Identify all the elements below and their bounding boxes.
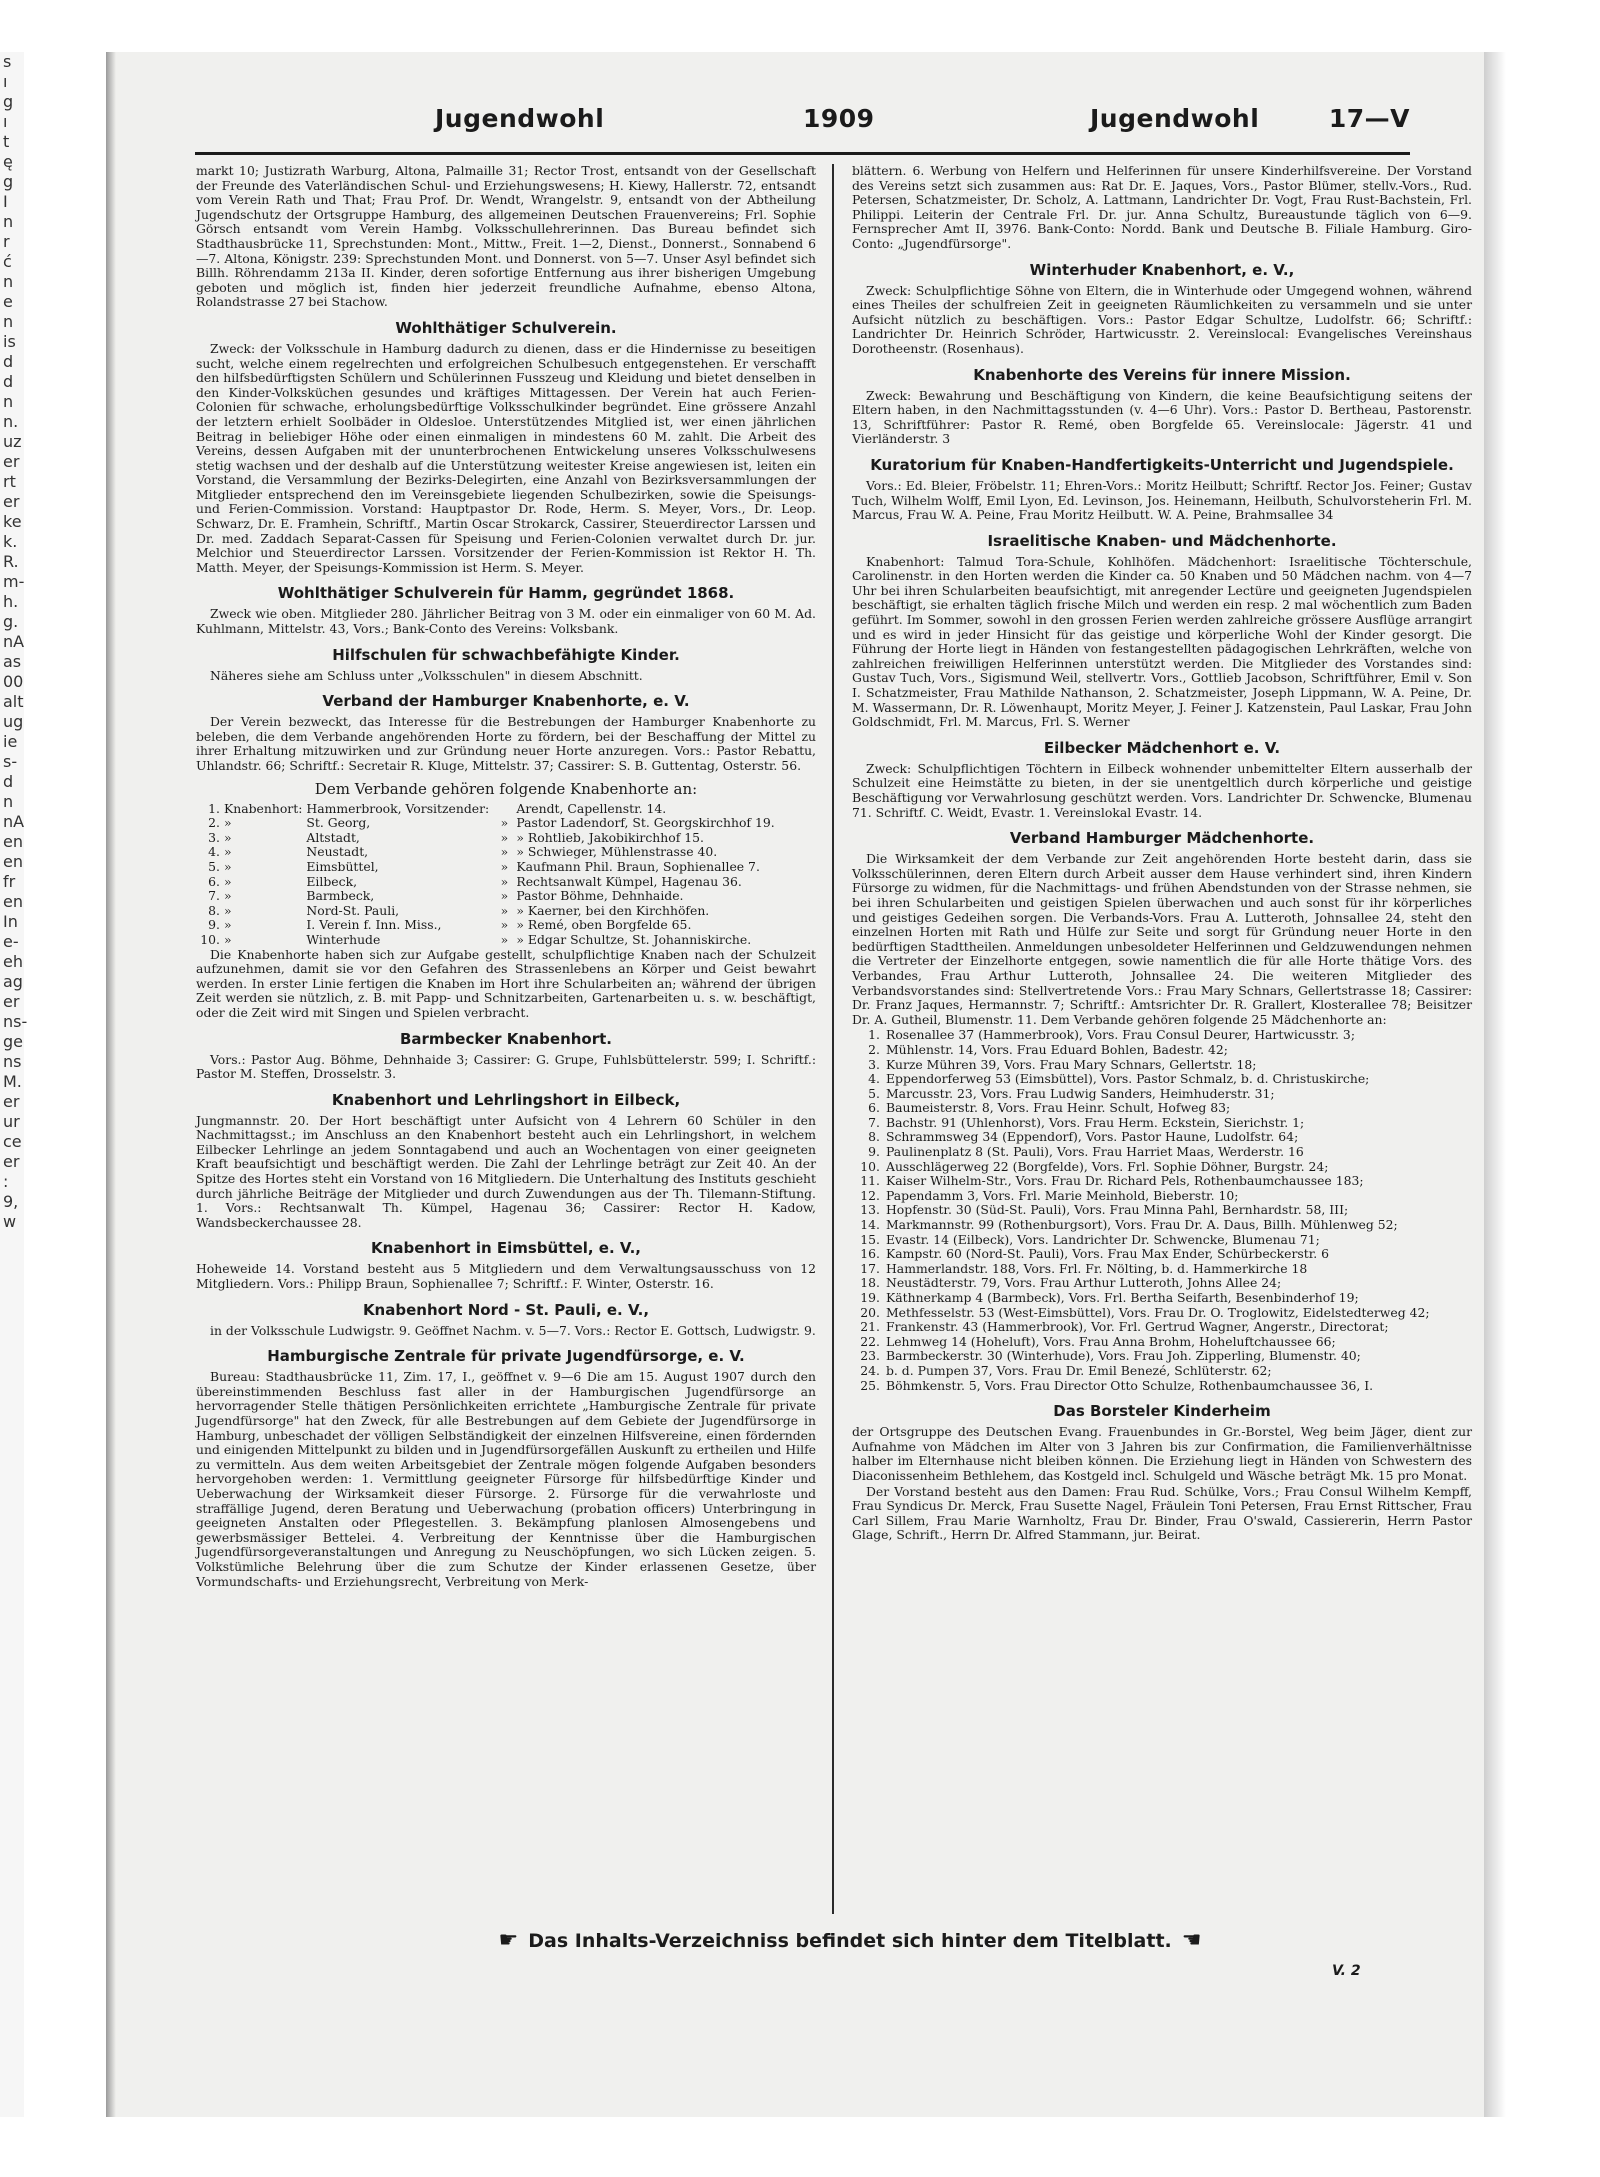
knabenhort-cell-k: »: [224, 931, 232, 947]
maedchenhort-text: Hammerlandstr. 188, Vors. Frl. Fr. Nölting, b. d. Hammerkirche 18: [886, 1260, 1308, 1276]
maedchenhort-number: 22.: [860, 1333, 880, 1349]
maedchenhort-text: Mühlenstr. 14, Vors. Frau Eduard Bohlen, Badestr. 42;: [886, 1041, 1228, 1057]
prev-page-fragment: ce: [3, 1132, 22, 1151]
section-title-barmbecker-knabenhort: Barmbecker Knabenhort.: [399, 1029, 612, 1048]
prev-page-fragment: m-: [3, 572, 25, 591]
prev-page-fragment: : 9,: [3, 1172, 19, 1211]
prev-page-fragment: d: [3, 772, 14, 791]
knabenhort-row: [196, 875, 816, 890]
maedchenhort-item: [852, 1233, 1472, 1248]
maedchenhort-item: [852, 1364, 1472, 1379]
maedchenhort-text: Barmbeckerstr. 30 (Winterhude), Vors. Frau Joh. Zipperling, Blumenstr. 40;: [886, 1348, 1361, 1364]
prev-page-fragment: ug: [3, 712, 24, 731]
prev-page-fragment: ie: [3, 732, 18, 751]
prev-page-fragment: nA: [3, 632, 25, 651]
section-text-barmbecker-knabenhort: Vors.: Pastor Aug. Böhme, Dehnhaide 3; Cassirer: G. Grupe, Fuhlsbüttelerstr. 599; I. Schriftf.: Pastor M. Steffen, Drosselstr. 3.: [196, 1051, 816, 1082]
knabenhort-cell-n: 9.: [208, 917, 220, 933]
section-title-schulverein-hamm: Wohlthätiger Schulverein für Hamm, gegründet 1868.: [277, 584, 735, 603]
prev-page-fragment: In: [3, 912, 18, 931]
prev-page-fragment: s: [3, 52, 12, 71]
prev-page-fragment: ag: [3, 972, 23, 991]
pointing-hand-left-icon: ☚: [1181, 1928, 1202, 1953]
maedchenhort-number: 4.: [868, 1071, 880, 1087]
section-text-knabenhort-eilbeck: Jungmannstr. 20. Der Hort beschäftigt unter Aufsicht von 4 Lehrern 60 Schüler in den Nachmittagsst.; im Anschluss an den Knabenhort besteht auch ein Lehrlingshort, in welchem Eilbecker Lehrlinge an jedem Sonntagabend und auch an Wochentagen von einer geeigneten Kraft beaufsichtigt und beschäftigt werden. Die Zahl der Lehrlinge beträgt zur Zeit 40. An der Spitze des Hortes steht ein Vorstand von 16 Mitgliedern. Die Unterhaltung des Instituts geschieht durch jährliche Beiträge der Mitglieder und durch Zuwendungen aus der Th. Tilemann-Stiftung. 1. Vors.: Rechtsanwalt Th. Kümpel, Hagenau 36; Cassirer: Rector H. Kadow, Wandsbeckerchaussee 28.: [196, 1112, 816, 1230]
knabenhort-cell-n: 2.: [208, 815, 220, 831]
maedchenhort-number: 21.: [860, 1319, 880, 1335]
maedchenhort-item: [852, 1218, 1472, 1233]
maedchenhorte-list: [852, 1028, 1472, 1393]
knabenhort-row: [196, 860, 816, 875]
prev-page-fragment: er: [3, 452, 20, 471]
knabenhort-cell-n: 5.: [208, 858, 220, 874]
prev-page-fragment: n: [3, 272, 14, 291]
prev-page-fragment: g.: [3, 612, 19, 631]
prev-page-fragment: ę: [3, 152, 13, 171]
header-title-right: Jugendwohl: [1090, 104, 1260, 133]
section-title-innere-mission: Knabenhorte des Vereins für innere Mission.: [973, 365, 1351, 384]
maedchenhort-item: [852, 1379, 1472, 1394]
knabenhort-cell-n: 1.: [208, 800, 220, 816]
knabenhort-cell-n: 3.: [208, 829, 220, 845]
knabenhort-cell-v: Kaufmann Phil. Braun, Sophienallee 7.: [516, 858, 760, 874]
running-header: [195, 104, 1410, 148]
maedchenhort-number: 16.: [860, 1246, 880, 1262]
maedchenhort-item: [852, 1160, 1472, 1175]
maedchenhort-item: [852, 1087, 1472, 1102]
footer-banner: [455, 1928, 1245, 1953]
prev-page-fragment: fr: [3, 872, 16, 891]
knabenhort-cell-q: [494, 802, 514, 817]
maedchenhort-number: 5.: [868, 1085, 880, 1101]
prev-page-fragment: alt: [3, 692, 24, 711]
knabenhort-cell-a: Winterhude: [306, 931, 381, 947]
prev-page-fragment: ns-: [3, 1012, 28, 1031]
section-title-verband-knabenhorte: Verband der Hamburger Knabenhorte, e. V.: [322, 692, 690, 711]
section-title-knabenhort-st-pauli: Knabenhort Nord - St. Pauli, e. V.,: [362, 1300, 650, 1319]
prev-page-fragment: g: [3, 92, 14, 111]
prev-page-fragment: er: [3, 492, 20, 511]
section-text-schulverein-hamm: Zweck wie oben. Mitglieder 280. Jährlicher Beitrag von 3 M. oder ein einmaliger von 60 M. Ad. Kuhlmann, Mittelstr. 43, Vors.; Bank-Conto des Vereins: Volksbank.: [196, 606, 816, 637]
prev-page-fragment: er: [3, 992, 20, 1011]
knabenhort-cell-a: Barmbeck,: [306, 888, 375, 904]
knabenhort-cell-n: 7.: [208, 888, 220, 904]
right-column: [852, 164, 1472, 1544]
prev-page-fragment: w: [3, 1212, 17, 1231]
maedchenhort-text: Papendamm 3, Vors. Frl. Marie Meinhold, Bieberstr. 10;: [886, 1187, 1239, 1203]
prev-page-fragment: e: [3, 292, 13, 311]
maedchenhort-number: 11.: [860, 1173, 880, 1189]
section-text-borsteler-vorstand: Der Vorstand besteht aus den Damen: Frau Rud. Schülke, Vors.; Frau Consul Wilhelm Kempff, Frau Syndicus Dr. Merck, Frau Susette Nagel, Fräulein Toni Petersen, Frau Ernst Rittscher, Frau Carl Sillem, Frau Marie Warnholtz, Frau Dr. Binder, Frau O'swald, Cassiererin, Herrn Pastor Glage, Schrift., Herrn Dr. Alfred Stammann, jur. Beirat.: [852, 1483, 1472, 1543]
header-year: 1909: [803, 104, 875, 133]
maedchenhort-text: Eppendorferweg 53 (Eimsbüttel), Vors. Pastor Schmalz, b. d. Christuskirche;: [886, 1071, 1370, 1087]
section-text-verband-maedchenhorte: Die Wirksamkeit der dem Verbande zur Zeit angehörenden Horte besteht darin, dass sie Volksschülerinnen, deren Eltern durch Arbeit ausser dem Hause verhindert sind, ihren Kindern Fürsorge zu widmen, für die Nachmittags- und frühen Abendstunden von der Strasse nehmen, sie bei ihren Schularbeiten und geistigen Spielen überwachen und auch sonst für ihr körperliches und geistiges Gedeihen sorgen. Die Verbands-Vors. Frau A. Lutteroth, Johnsallee 24, steht den einzelnen Horten mit Rath und Hülfe zur Seite und sorgt für Gründung neuer Horte in den bedürftigen Stadttheilen. Anmeldungen unbesoldeter Helferinnen und Geldzuwendungen nehmen die Vertreter der Einzelhorte entgegen, sowie namentlich die für alle Horte thätige Vors. des Verbandes, Frau Arthur Lutteroth, Johnsallee 24. Die weiteren Mitglieder des Verbandsvorstandes sind: Stellvertretende Vors.: Frau Mary Schnars, Gellertstrasse 18; Cassirer: Dr. Franz Jaques, Hermannstr. 7; Schriftf.: Amtsrichter Dr. R. Grallert, Klosterallee 78; Beisitzer Dr. A. Gutheil, Blumenstr. 11. Dem Verbande gehören folgende 25 Mädchenhorte an:: [852, 851, 1472, 1027]
prev-page-fragment: d: [3, 372, 14, 391]
knabenhort-cell-q: »: [500, 829, 509, 845]
prev-page-fragment: is: [3, 332, 16, 351]
section-text-innere-mission: Zweck: Bewahrung und Beschäftigung von Kindern, die keine Beaufsichtigung seitens der Eltern haben, in den Nachmittagsstunden (v. 4—6 Uhr). Vors.: Pastor D. Bertheau, Pastorenstr. 13, Schriftführer: Pastor R. Remé, oben Borgfelde 65. Vereinslocale: Jägerstr. 41 und Vierländerstr. 3: [852, 387, 1472, 447]
knabenhort-cell-v: » Edgar Schultze, St. Johanniskirche.: [516, 931, 752, 947]
maedchenhort-number: 18.: [860, 1275, 880, 1291]
knabenhort-row: [196, 802, 816, 817]
prev-page-fragment: R.: [3, 552, 19, 571]
footer-banner-text: Das Inhalts-Verzeichniss befindet sich hinter dem Titelblatt.: [528, 1930, 1172, 1952]
section-text-knabenhort-eimsbuettel: Hoheweide 14. Vorstand besteht aus 5 Mitgliedern und dem Verwaltungsausschuss von 12 Mitgliedern. Vors.: Philipp Braun, Sophienallee 7; Schriftf.: F. Winter, Osterstr. 16.: [196, 1261, 816, 1292]
prev-page-fragment: g: [3, 172, 14, 191]
maedchenhort-number: 7.: [868, 1114, 880, 1130]
knabenhort-cell-a: Eilbeck,: [306, 873, 358, 889]
maedchenhort-text: Kaiser Wilhelm-Str., Vors. Frau Dr. Richard Pels, Rothenbaumchaussee 183;: [886, 1173, 1364, 1189]
knabenhort-cell-q: »: [500, 858, 509, 874]
maedchenhort-number: 19.: [860, 1290, 880, 1305]
right-intro-paragraph: blättern. 6. Werbung von Helfern und Helferinnen für unsere Kinderhilfsvereine. Der Vorstand des Vereins setzt sich zusammen aus: Rat Dr. E. Jaques, Vors., Pastor Blümer, stellv.-Vors., Rud. Petersen, Schatzmeister, Dr. Scholz, A. Lattmann, Landrichter Dr. Vogt, Frau Rust-Bachstein, Frl. Philippi. Leiterin der Centrale Frl. Dr. jur. Anna Schultz, Bureaustunde täglich von 6—9. Fernsprecher Amt II, 3976. Bank-Conto: Nordd. Bank und Deutsche B. Filiale Hamburg. Giro-Conto: „Jugendfürsorge".: [852, 163, 1472, 251]
previous-page-edge: [0, 52, 28, 2117]
prev-page-fragment: k.: [3, 532, 18, 551]
knabenhort-cell-v: Pastor Böhme, Dehnhaide.: [516, 888, 684, 904]
prev-page-fragment: n.: [3, 412, 19, 431]
maedchenhort-number: 24.: [860, 1362, 880, 1378]
prev-page-fragment: er: [3, 1152, 20, 1171]
knabenhort-row: [196, 933, 816, 948]
section-title-eilbecker-maedchenhort: Eilbecker Mädchenhort e. V.: [1043, 738, 1281, 757]
maedchenhort-number: 10.: [860, 1158, 880, 1174]
maedchenhort-item: [852, 1262, 1472, 1277]
knabenhort-cell-q: »: [500, 888, 509, 904]
prev-page-fragment: ur: [3, 1112, 20, 1131]
maedchenhort-number: 3.: [868, 1056, 880, 1072]
knabenhort-cell-k: Knabenhort:: [224, 800, 303, 816]
maedchenhort-item: [852, 1320, 1472, 1335]
maedchenhort-item: [852, 1203, 1472, 1218]
maedchenhort-item: [852, 1043, 1472, 1058]
knabenhort-cell-n: 8.: [208, 902, 220, 918]
knabenhort-cell-v: » Remé, oben Borgfelde 65.: [516, 917, 692, 933]
knabenhort-cell-a: Hammerbrook, Vorsitzender:: [306, 800, 490, 816]
knabenhort-cell-k: »: [224, 902, 232, 918]
maedchenhort-text: Hopfenstr. 30 (Süd-St. Pauli), Vors. Frau Minna Pahl, Bernhardstr. 58, III;: [886, 1202, 1349, 1218]
maedchenhort-number: 2.: [868, 1041, 880, 1057]
section-text-israelitische-horte: Knabenhort: Talmud Tora-Schule, Kohlhöfen. Mädchenhort: Israelitische Töchterschule, Carolinenstr. in den Horten werden die Kinder ca. 50 Knaben und 50 Mädchen nachm. von 4—7 Uhr bei ihren Schularbeiten beaufsichtigt, mit anregender Lectüre und geeigneten Jugendspielen beschäftigt, sie erhalten täglich frische Milch und werden ein resp. 2 mal wöchentlich zum Baden geführt. Im Sommer, sowohl in den grossen Ferien werden zahlreiche grössere Ausflüge arrangirt und es wird in jeder Hinsicht für das geistige und körperliche Wohl der Kinder gesorgt. Die Führung der Horte liegt in Händen von festangestellten pädagogischen Lehrkräften, welche von zahlreichen freiwilligen Helferinnen unterstützt werden. Die Mitglieder des Vorstandes sind: Gustav Tuch, Vors., Sigismund Weil, stellvertr. Vors., Gottlieb Jacobson, Schriftführer, Emil v. Son I. Schatzmeister, Frau Mathilde Nathanson, 2. Schatzmeister, Joseph Lippmann, W. A. Peine, Dr. M. Wassermann, Dr. R. Löwenhaupt, Moritz Meyer, J. Feiner J. Katzenstein, Paul Laskar, Frau John Goldschmidt, Frl. M. Marcus, Frl. S. Werner: [852, 553, 1472, 730]
knabenhort-row: [196, 918, 816, 933]
knabenhort-cell-q: »: [500, 815, 509, 831]
section-title-zentrale-jugendfuersorge: Hamburgische Zentrale für private Jugendfürsorge, e. V.: [267, 1347, 745, 1366]
pointing-hand-right-icon: ☛: [498, 1928, 519, 1953]
maedchenhort-text: Markmannstr. 99 (Rothenburgsort), Vors. Frau Dr. A. Daus, Billh. Mühlenweg 52;: [886, 1217, 1398, 1233]
prev-page-fragment: ns: [3, 1052, 22, 1071]
maedchenhort-number: 1.: [868, 1027, 880, 1043]
maedchenhort-item: [852, 1335, 1472, 1350]
prev-page-fragment: e-: [3, 932, 19, 951]
prev-page-fragment: n: [3, 312, 14, 331]
knabenhort-cell-k: »: [224, 844, 232, 860]
prev-page-fragment: h.: [3, 592, 19, 611]
knabenhort-cell-k: »: [224, 829, 232, 845]
knabenhort-row: [196, 831, 816, 846]
maedchenhort-number: 23.: [860, 1348, 880, 1364]
maedchenhort-item: [852, 1189, 1472, 1204]
section-title-hilfschulen: Hilfschulen für schwachbefähigte Kinder.: [332, 645, 680, 664]
knabenhort-cell-n: 6.: [208, 873, 220, 889]
prev-page-fragment: ı: [3, 72, 8, 91]
knabenhort-row: [196, 816, 816, 831]
maedchenhort-item: [852, 1174, 1472, 1189]
maedchenhort-text: Kampstr. 60 (Nord-St. Pauli), Vors. Frau Max Ender, Schürbeckerstr. 6: [886, 1246, 1330, 1262]
maedchenhort-item: [852, 1306, 1472, 1321]
knabenhort-cell-q: »: [500, 902, 509, 918]
section-text-zentrale-jugendfuersorge: Bureau: Stadthausbrücke 11, Zim. 17, I., geöffnet v. 9—6 Die am 15. August 1907 durch den übereinstimmenden Beschluss fast aller in der Hamburgischen Jugendfürsorge an hervorragender Stelle thätigen Persönlichkeiten errichtete „Hamburgische Zentrale für private Jugendfürsorge" hat den Zweck, für alle Bestrebungen auf dem Gebiete der Jugendfürsorge in Hamburg, unbeschadet der völligen Selbständigkeit der einzelnen Hilfsvereine, einen fördernden und einigenden Mittelpunkt zu bilden und in Jugendfürsorgefällen Auskunft zu ertheilen und Hilfe zu vermitteln. Aus dem weiten Arbeitsgebiet der Zentrale mögen folgende Aufgaben besonders hervorgehoben werden: 1. Vermittlung geeigneter Fürsorge für hilfsbedürftige Kinder und Ueberwachung der Wirksamkeit dieser Fürsorge. 2. Fürsorge für die verwahrloste und straffällige Jugend, deren Beratung und Ueberwachung (probation officers) Unterbringung in geeigneten Anstalten oder Pflegestellen. 3. Bekämpfung planlosen Almosengebens und gewerbsmässiger Bettelei. 4. Verbreitung der Kenntnisse über die Hamburgischen Jugendfürsorgeveranstaltungen und Anregung zu Neuschöpfungen, wo sich Lücken zeigen. 5. Volkstümliche Belehrung über die zum Schutze der Kinder erlassenen Gesetze, über Vormundschafts- und Erziehungsrecht, Verbreitung von Merk-: [196, 1369, 816, 1589]
maedchenhort-text: Bachstr. 91 (Uhlenhorst), Vors. Frau Herm. Eckstein, Sierichstr. 1;: [886, 1114, 1305, 1130]
prev-page-fragment: t: [3, 132, 10, 151]
knabenhort-row: [196, 845, 816, 860]
prev-page-fragment: ı: [3, 112, 8, 131]
left-intro-paragraph: markt 10; Justizrath Warburg, Altona, Palmaille 31; Rector Trost, entsandt von der Gesellschaft der Freunde des Vaterländischen Schul- und Erziehungswesens; H. Kiewy, Hallerstr. 72, entsandt vom Verein Rath und That; Frau Prof. Dr. Wendt, Wrangelstr. 9, entsandt von der Abtheilung Jugendschutz der Ortsgruppe Hamburg, des allgemeinen Deutschen Frauenvereins; Frl. Sophie Görsch entsandt vom Verein Hambg. Volksschullehrerinnen. Das Bureau befindet sich Stadthausbrücke 11, Sprechstunden: Mont., Mittw., Freit. 1—2, Dienst., Donnerst., Sonnabend 6—7. Altona, Königstr. 239: Sprechstunden Mont. und Donnerst. von 5—7. Unser Asyl befindet sich Billh. Röhrendamm 213a II. Kinder, deren sofortige Entfernung aus ihrer bisherigen Umgebung geboten und möglich ist, finden hier jederzeit freundliche Aufnahme, ebenso Altona, Rolandstrasse 27 bei Stachow.: [196, 163, 816, 310]
prev-page-fragment: n: [3, 392, 14, 411]
knabenhort-cell-a: Eimsbüttel,: [306, 858, 379, 874]
prev-page-fragment: er: [3, 1092, 20, 1111]
knabenhort-cell-k: »: [224, 858, 232, 874]
maedchenhort-number: 8.: [868, 1129, 880, 1145]
maedchenhort-text: Neustädterstr. 79, Vors. Frau Arthur Lutteroth, Johns Allee 24;: [886, 1275, 1282, 1291]
knabenhort-cell-a: Nord-St. Pauli,: [306, 902, 400, 918]
maedchenhort-number: 14.: [860, 1217, 880, 1233]
section-title-wohlthaetiger-schulverein: Wohlthätiger Schulverein.: [395, 318, 617, 337]
prev-page-fragment: en: [3, 892, 23, 911]
prev-page-fragment: I: [3, 192, 8, 211]
section-title-kuratorium-handfertigkeit: Kuratorium für Knaben-Handfertigkeits-Unterricht und Jugendspiele.: [870, 455, 1454, 474]
knabenhort-cell-a: St. Georg,: [306, 815, 371, 831]
maedchenhort-text: Böhmkenstr. 5, Vors. Frau Director Otto Schulze, Rothenbaumchaussee 36, I.: [886, 1377, 1374, 1393]
knabenhort-cell-n: 10.: [200, 931, 220, 947]
prev-page-fragment: en: [3, 832, 23, 851]
prev-page-fragment: as: [3, 652, 22, 671]
prev-page-fragment: n: [3, 792, 14, 811]
knabenhort-cell-v: Arendt, Capellenstr. 14.: [516, 800, 667, 816]
maedchenhort-item: [852, 1291, 1472, 1306]
knabenhort-cell-a: Neustadt,: [306, 844, 369, 860]
prev-page-fragment: s-: [3, 752, 18, 771]
maedchenhort-text: Lehmweg 14 (Hoheluft), Vors. Frau Anna Brohm, Hoheluftchaussee 66;: [886, 1333, 1336, 1349]
knabenhort-cell-k: »: [224, 815, 232, 831]
maedchenhort-item: [852, 1116, 1472, 1131]
prev-page-fragment: ke: [3, 512, 22, 531]
maedchenhort-text: Käthnerkamp 4 (Barmbeck), Vors. Frl. Bertha Seifarth, Besenbinderhof 19;: [886, 1290, 1359, 1305]
maedchenhort-text: b. d. Pumpen 37, Vors. Frau Dr. Emil Benezé, Schlüterstr. 62;: [886, 1362, 1272, 1378]
knabenhort-cell-v: » Kaerner, bei den Kirchhöfen.: [516, 902, 710, 918]
prev-page-fragment: uz: [3, 432, 22, 451]
prev-page-fragment: 00: [3, 672, 24, 691]
section-text-wohlthaetiger-schulverein: Zweck: der Volksschule in Hamburg dadurch zu dienen, dass er die Hindernisse zu beseitigen sucht, welche einem regelrechten und erfolgreichen Schulbesuch entgegenstehen. Er verschafft den hilfsbedürftigsten Schülern und Schülerinnen Fusszeug und Kleidung und bietet denselben in den Kinder-Volksküchen gesundes und kräftiges Mittagessen. Der Verein hat auch Ferien-Colonien für schwache, erholungsbedürftige Volksschulkinder begründet. Eine grössere Anzahl der letztern erhielt Soolbäder in Oldesloe. Unterstützendes Mitglied ist, wer einen jährlichen Beitrag in beliebiger Höhe oder einen einmaligen in mindestens 60 M. zahlt. Die Arbeit des Vereins, dessen Aufgaben mit der ununterbrochenen Entwickelung unseres Volksschulwesens stetig wachsen und der deshalb auf die Unterstützung weitester Kreise angewiesen ist, leiten ein Vorstand, die Versammlung der Bezirks-Delegirten, eine Anzahl von Bezirksversammlungen der Mitglieder entsprechend den im Vereinsgebiete liegenden Schulbezirken, sowie die Speisungs- und Ferien-Commission. Vorstand: Hauptpastor Dr. Rode, Herm. S. Meyer, Vors., Dr. Leop. Schwarz, Dr. E. Framhein, Schriftf., Martin Oscar Strokarck, Cassirer, Steuerdirector Larssen und Dr. med. Zaddach Separat-Cassen für Speisung und Ferien-Colonien verwaltet durch Dr. jur. Melchior und Steuerdirector Larssen. Vorsitzender der Ferien-Kommission ist Rektor H. Th. Matth. Meyer, der Speisungs-Kommission ist Herm. S. Meyer.: [196, 340, 816, 575]
maedchenhort-text: Rosenallee 37 (Hammerbrook), Vors. Frau Consul Deurer, Hartwicusstr. 3;: [886, 1027, 1355, 1043]
maedchenhort-item: [852, 1145, 1472, 1160]
knabenhort-cell-a: I. Verein f. Inn. Miss.,: [306, 917, 442, 933]
maedchenhort-text: Methfesselstr. 53 (West-Eimsbüttel), Vors. Frau Dr. O. Troglowitz, Eidelstedterweg 42;: [886, 1304, 1430, 1320]
maedchenhort-number: 17.: [860, 1260, 880, 1276]
header-title-left: Jugendwohl: [435, 104, 605, 133]
section-text-hilfschulen: Näheres siehe am Schluss unter „Volksschulen" in diesem Abschnitt.: [210, 667, 643, 683]
prev-page-fragment: d: [3, 352, 14, 371]
maedchenhort-text: Paulinenplatz 8 (St. Pauli), Vors. Frau Harriet Maas, Werderstr. 16: [886, 1144, 1304, 1160]
maedchenhort-text: Schrammsweg 34 (Eppendorf), Vors. Pastor Haune, Ludolfstr. 64;: [886, 1129, 1299, 1145]
maedchenhort-item: [852, 1101, 1472, 1116]
prev-page-fragment: ge: [3, 1032, 23, 1051]
section-text-knabenhorte-closing: Die Knabenhorte haben sich zur Aufgabe gestellt, schulpflichtige Knaben nach der Schulzeit aufzunehmen, damit sie vor den Gefahren des Strassenlebens an Körper und Geist bewahrt werden. In erster Linie fertigen die Knaben im Hort ihre Schularbeiten an; während der übrigen Zeit werden sie nützlich, z. B. mit Papp- und Schnitzarbeiten, Gartenarbeiten u. s. w. beschäftigt, oder die Zeit wird mit Singen und Spielen verbracht.: [196, 946, 816, 1020]
knabenhort-row: [196, 904, 816, 919]
section-title-winterhuder-knabenhort: Winterhuder Knabenhort, e. V.,: [1029, 260, 1295, 279]
maedchenhort-text: Baumeisterstr. 8, Vors. Frau Heinr. Schult, Hofweg 83;: [886, 1100, 1231, 1116]
maedchenhort-item: [852, 1130, 1472, 1145]
knabenhort-cell-q: »: [500, 931, 509, 947]
prev-page-fragment: nA: [3, 812, 25, 831]
section-title-knabenhort-eimsbuettel: Knabenhort in Eimsbüttel, e. V.,: [371, 1239, 641, 1258]
knabenhort-cell-v: Rechtsanwalt Kümpel, Hagenau 36.: [516, 873, 742, 889]
maedchenhort-item: [852, 1276, 1472, 1291]
column-divider: [832, 164, 834, 1914]
page-edge-strip: [1484, 52, 1506, 2117]
maedchenhort-item: [852, 1072, 1472, 1087]
maedchenhort-item: [852, 1028, 1472, 1043]
maedchenhort-number: 6.: [868, 1100, 880, 1116]
header-page-number: 17—V: [1328, 104, 1410, 133]
left-column: [196, 164, 816, 1590]
knabenhort-cell-v: » Rohtlieb, Jakobikirchhof 15.: [516, 829, 704, 845]
maedchenhort-number: 12.: [860, 1187, 880, 1203]
prev-page-fragment: eh: [3, 952, 23, 971]
knabenhort-cell-q: »: [500, 873, 509, 889]
prev-page-fragment: n: [3, 212, 14, 231]
gutter-shadow: [106, 52, 116, 2117]
section-title-verband-maedchenhorte: Verband Hamburger Mädchenhorte.: [1009, 829, 1315, 848]
knabenhorte-list-heading: Dem Verbande gehören folgende Knabenhorte an:: [314, 779, 698, 798]
section-text-kuratorium-handfertigkeit: Vors.: Ed. Bleier, Fröbelstr. 11; Ehren-Vors.: Moritz Heilbutt; Schriftf. Rector Jos. Feiner; Gustav Tuch, Wilhelm Wolff, Emil Lyon, Ed. Levinson, Jos. Heinemann, Heilbuth, Schulvorsteherin Frl. M. Marcus, Frau W. A. Peine, Frau Moritz Heilbutt. W. A. Peine, Brahmsallee 34: [852, 477, 1472, 523]
section-title-israelitische-horte: Israelitische Knaben- und Mädchenhorte.: [987, 531, 1337, 550]
prev-page-fragment: en: [3, 852, 23, 871]
maedchenhort-number: 15.: [860, 1231, 880, 1247]
knabenhort-cell-v: Pastor Ladendorf, St. Georgskirchhof 19.: [516, 815, 775, 831]
maedchenhort-number: 25.: [860, 1377, 880, 1393]
maedchenhort-number: 13.: [860, 1202, 880, 1218]
maedchenhort-number: 20.: [860, 1304, 880, 1320]
header-rule: [195, 152, 1410, 155]
maedchenhort-item: [852, 1058, 1472, 1073]
knabenhort-cell-k: »: [224, 917, 232, 933]
knabenhort-row: [196, 889, 816, 904]
prev-page-fragment: rt: [3, 472, 16, 491]
knabenhort-cell-q: »: [500, 917, 509, 933]
maedchenhort-number: 9.: [868, 1144, 880, 1160]
prev-page-fragment: r: [3, 232, 10, 251]
signature-mark: V. 2: [1332, 1963, 1361, 1979]
maedchenhort-item: [852, 1247, 1472, 1262]
section-text-verband-knabenhorte: Der Verein bezweckt, das Interesse für die Bestrebungen der Hamburger Knabenhorte zu beleben, die dem Verbande angehörenden Horte zu fördern, bei der Beschaffung der Mittel zu ihrer Erhaltung mitzuwirken und zur Gründung neuer Horte anzuregen. Vors.: Pastor Rebattu, Uhlandstr. 66; Schriftf.: Secretair R. Kluge, Mittelstr. 37; Cassirer: S. B. Guttentag, Osterstr. 56.: [196, 714, 816, 773]
knabenhort-cell-n: 4.: [208, 844, 220, 860]
knabenhort-cell-v: » Schwieger, Mühlenstrasse 40.: [516, 844, 718, 860]
knabenhort-cell-k: »: [224, 888, 232, 904]
knabenhort-cell-k: »: [224, 873, 232, 889]
prev-page-fragment: M.: [3, 1072, 22, 1091]
section-text-borsteler-kinderheim: der Ortsgruppe des Deutschen Evang. Frauenbundes in Gr.-Borstel, Weg beim Jäger, dient zur Aufnahme von Mädchen im Alter von 3 Jahren bis zur Confirmation, die Familienverhältnisse halber im Elternhause nicht bleiben können. Die Erziehung liegt in Händen von Schwestern des Diaconissenheim Bethlehem, das Kostgeld incl. Schulgeld und Wäsche beträgt Mk. 15 pro Monat.: [852, 1424, 1472, 1483]
maedchenhort-text: Kurze Mühren 39, Vors. Frau Mary Schnars, Gellertstr. 18;: [886, 1056, 1257, 1072]
section-text-knabenhort-st-pauli: in der Volksschule Ludwigstr. 9. Geöffnet Nachm. v. 5—7. Vors.: Rector E. Gottsch, Ludwigstr. 9.: [210, 1322, 816, 1338]
knabenhort-cell-a: Altstadt,: [306, 829, 360, 845]
section-title-knabenhort-eilbeck: Knabenhort und Lehrlingshort in Eilbeck,: [331, 1090, 681, 1109]
section-text-winterhuder-knabenhort: Zweck: Schulpflichtige Söhne von Eltern, die in Winterhude oder Umgegend wohnen, während eines Theiles der schulfreien Zeit in geeigneten Räumlichkeiten zu versammeln und sie unter Aufsicht nützlich zu beschäftigen. Vors.: Pastor Edgar Schultze, Ludolfstr. 66; Schriftf.: Landrichter Dr. Heinrich Schröder, Hartwicusstr. 2. Vereinslocal: Evangelisches Vereinshaus Dorotheenstr. (Rosenhaus).: [852, 282, 1472, 356]
knabenhorte-table: [196, 802, 816, 948]
prev-page-fragment: ć: [3, 252, 12, 271]
maedchenhort-text: Frankenstr. 43 (Hammerbrook), Vor. Frl. Gertrud Wagner, Angerstr., Directorat;: [886, 1319, 1389, 1335]
section-text-eilbecker-maedchenhort: Zweck: Schulpflichtigen Töchtern in Eilbeck wohnender unbemittelter Eltern ausserhalb der Schulzeit eine Heimstätte zu bieten, in der sie unentgeltlich durch körperliche und geistige Beschäftigung vor Verwahrlosung geschützt werden. Vors. Landrichter Dr. Schwencke, Blumenau 71. Schriftf. C. Weidt, Evastr. 1. Vereinslokal Evastr. 14.: [852, 760, 1472, 820]
maedchenhort-text: Ausschlägerweg 22 (Borgfelde), Vors. Frl. Sophie Döhner, Burgstr. 24;: [886, 1158, 1329, 1174]
maedchenhort-text: Marcusstr. 23, Vors. Frau Ludwig Sanders, Heimhuderstr. 31;: [886, 1085, 1275, 1101]
knabenhort-cell-q: »: [500, 844, 509, 860]
section-title-borsteler-kinderheim: Das Borsteler Kinderheim: [1053, 1402, 1271, 1421]
maedchenhort-text: Evastr. 14 (Eilbeck), Vors. Landrichter Dr. Schwencke, Blumenau 71;: [886, 1231, 1320, 1247]
maedchenhort-item: [852, 1349, 1472, 1364]
